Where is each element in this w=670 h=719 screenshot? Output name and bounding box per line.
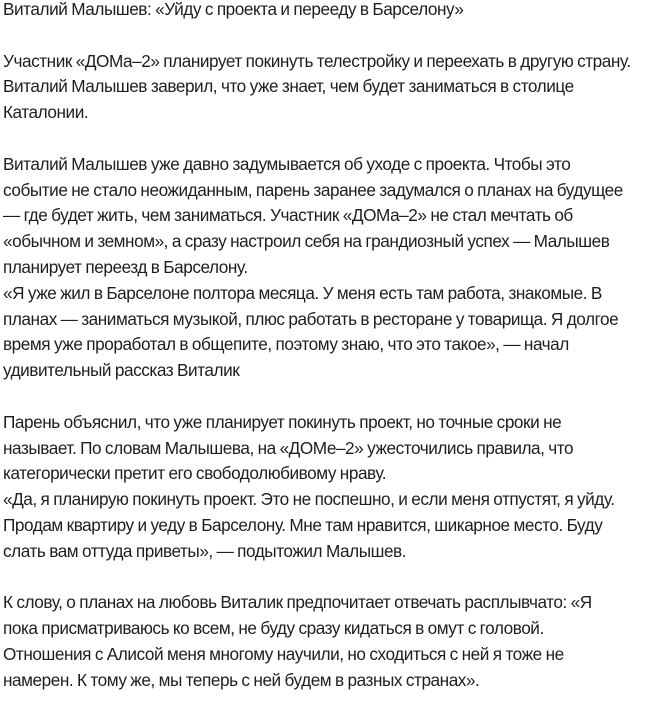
text-line: категорически претит его свободолюбивому нраву.: [3, 463, 387, 484]
quote-line: Продам квартиру и уеду в Барселону. Мне там нравится, шикарное место. Буду: [3, 514, 603, 535]
article-paragraph-2: [3, 152, 670, 384]
text-line: планирует переезд в Барселону.: [3, 256, 248, 277]
text-line: Виталий Малышев заверил, что уже знает, чем будет заниматься в столице: [3, 76, 574, 97]
quote-line: время уже проработал в общепите, поэтому знаю, что это такое», — начал: [3, 334, 569, 355]
article-paragraph-4: [3, 590, 670, 693]
text-line: Участник «ДОМа–2» планирует покинуть телестройку и переехать в другую страну.: [3, 50, 631, 71]
text-line: Каталонии.: [3, 102, 89, 123]
quote-line: удивительный рассказ Виталик: [3, 360, 240, 381]
quote-line: «Да, я планирую покинуть проект. Это не поспешно, и если меня отпустят, я уйду.: [3, 489, 615, 510]
article-paragraph-1: [3, 49, 670, 126]
quote-line: «Я уже жил в Барселоне полтора месяца. У меня есть там работа, знакомые. В: [3, 282, 602, 303]
text-line: называет. По словам Малышева, на «ДОМе–2» ужесточились правила, что: [3, 437, 574, 458]
text-line: событие не стало неожиданным, парень заранее задумался о планах на будущее: [3, 179, 623, 200]
text-line: пока присматриваюсь ко всем, не буду сразу кидаться в омут с головой.: [3, 618, 544, 639]
quote-line: слать вам оттуда приветы», — подытожил Малышев.: [3, 540, 407, 561]
article: [3, 0, 670, 719]
article-title: Виталий Малышев: «Уйду с проекта и перееду в Барселону»: [3, 0, 464, 19]
text-line: — где будет жить, чем заниматься. Участник «ДОМа–2» не стал мечтать об: [3, 205, 573, 226]
text-line: «обычном и земном», а сразу настроил себя на грандиозный успех — Малышев: [3, 231, 610, 252]
article-paragraph-3: [3, 410, 670, 565]
quote-line: планах — заниматься музыкой, плюс работать в ресторане у товарища. Я долгое: [3, 308, 619, 329]
text-line: Отношения с Алисой меня многому научили, но сходиться с ней я тоже не: [3, 643, 564, 664]
text-line: намерен. К тому же, мы теперь с ней будем в разных странах».: [3, 669, 480, 690]
text-line: Виталий Малышев уже давно задумывается об уходе с проекта. Чтобы это: [3, 153, 571, 174]
text-line: К слову, о планах на любовь Виталик предпочитает отвечать расплывчато: «Я: [3, 592, 592, 613]
text-line: Парень объяснил, что уже планирует покинуть проект, но точные сроки не: [3, 411, 562, 432]
